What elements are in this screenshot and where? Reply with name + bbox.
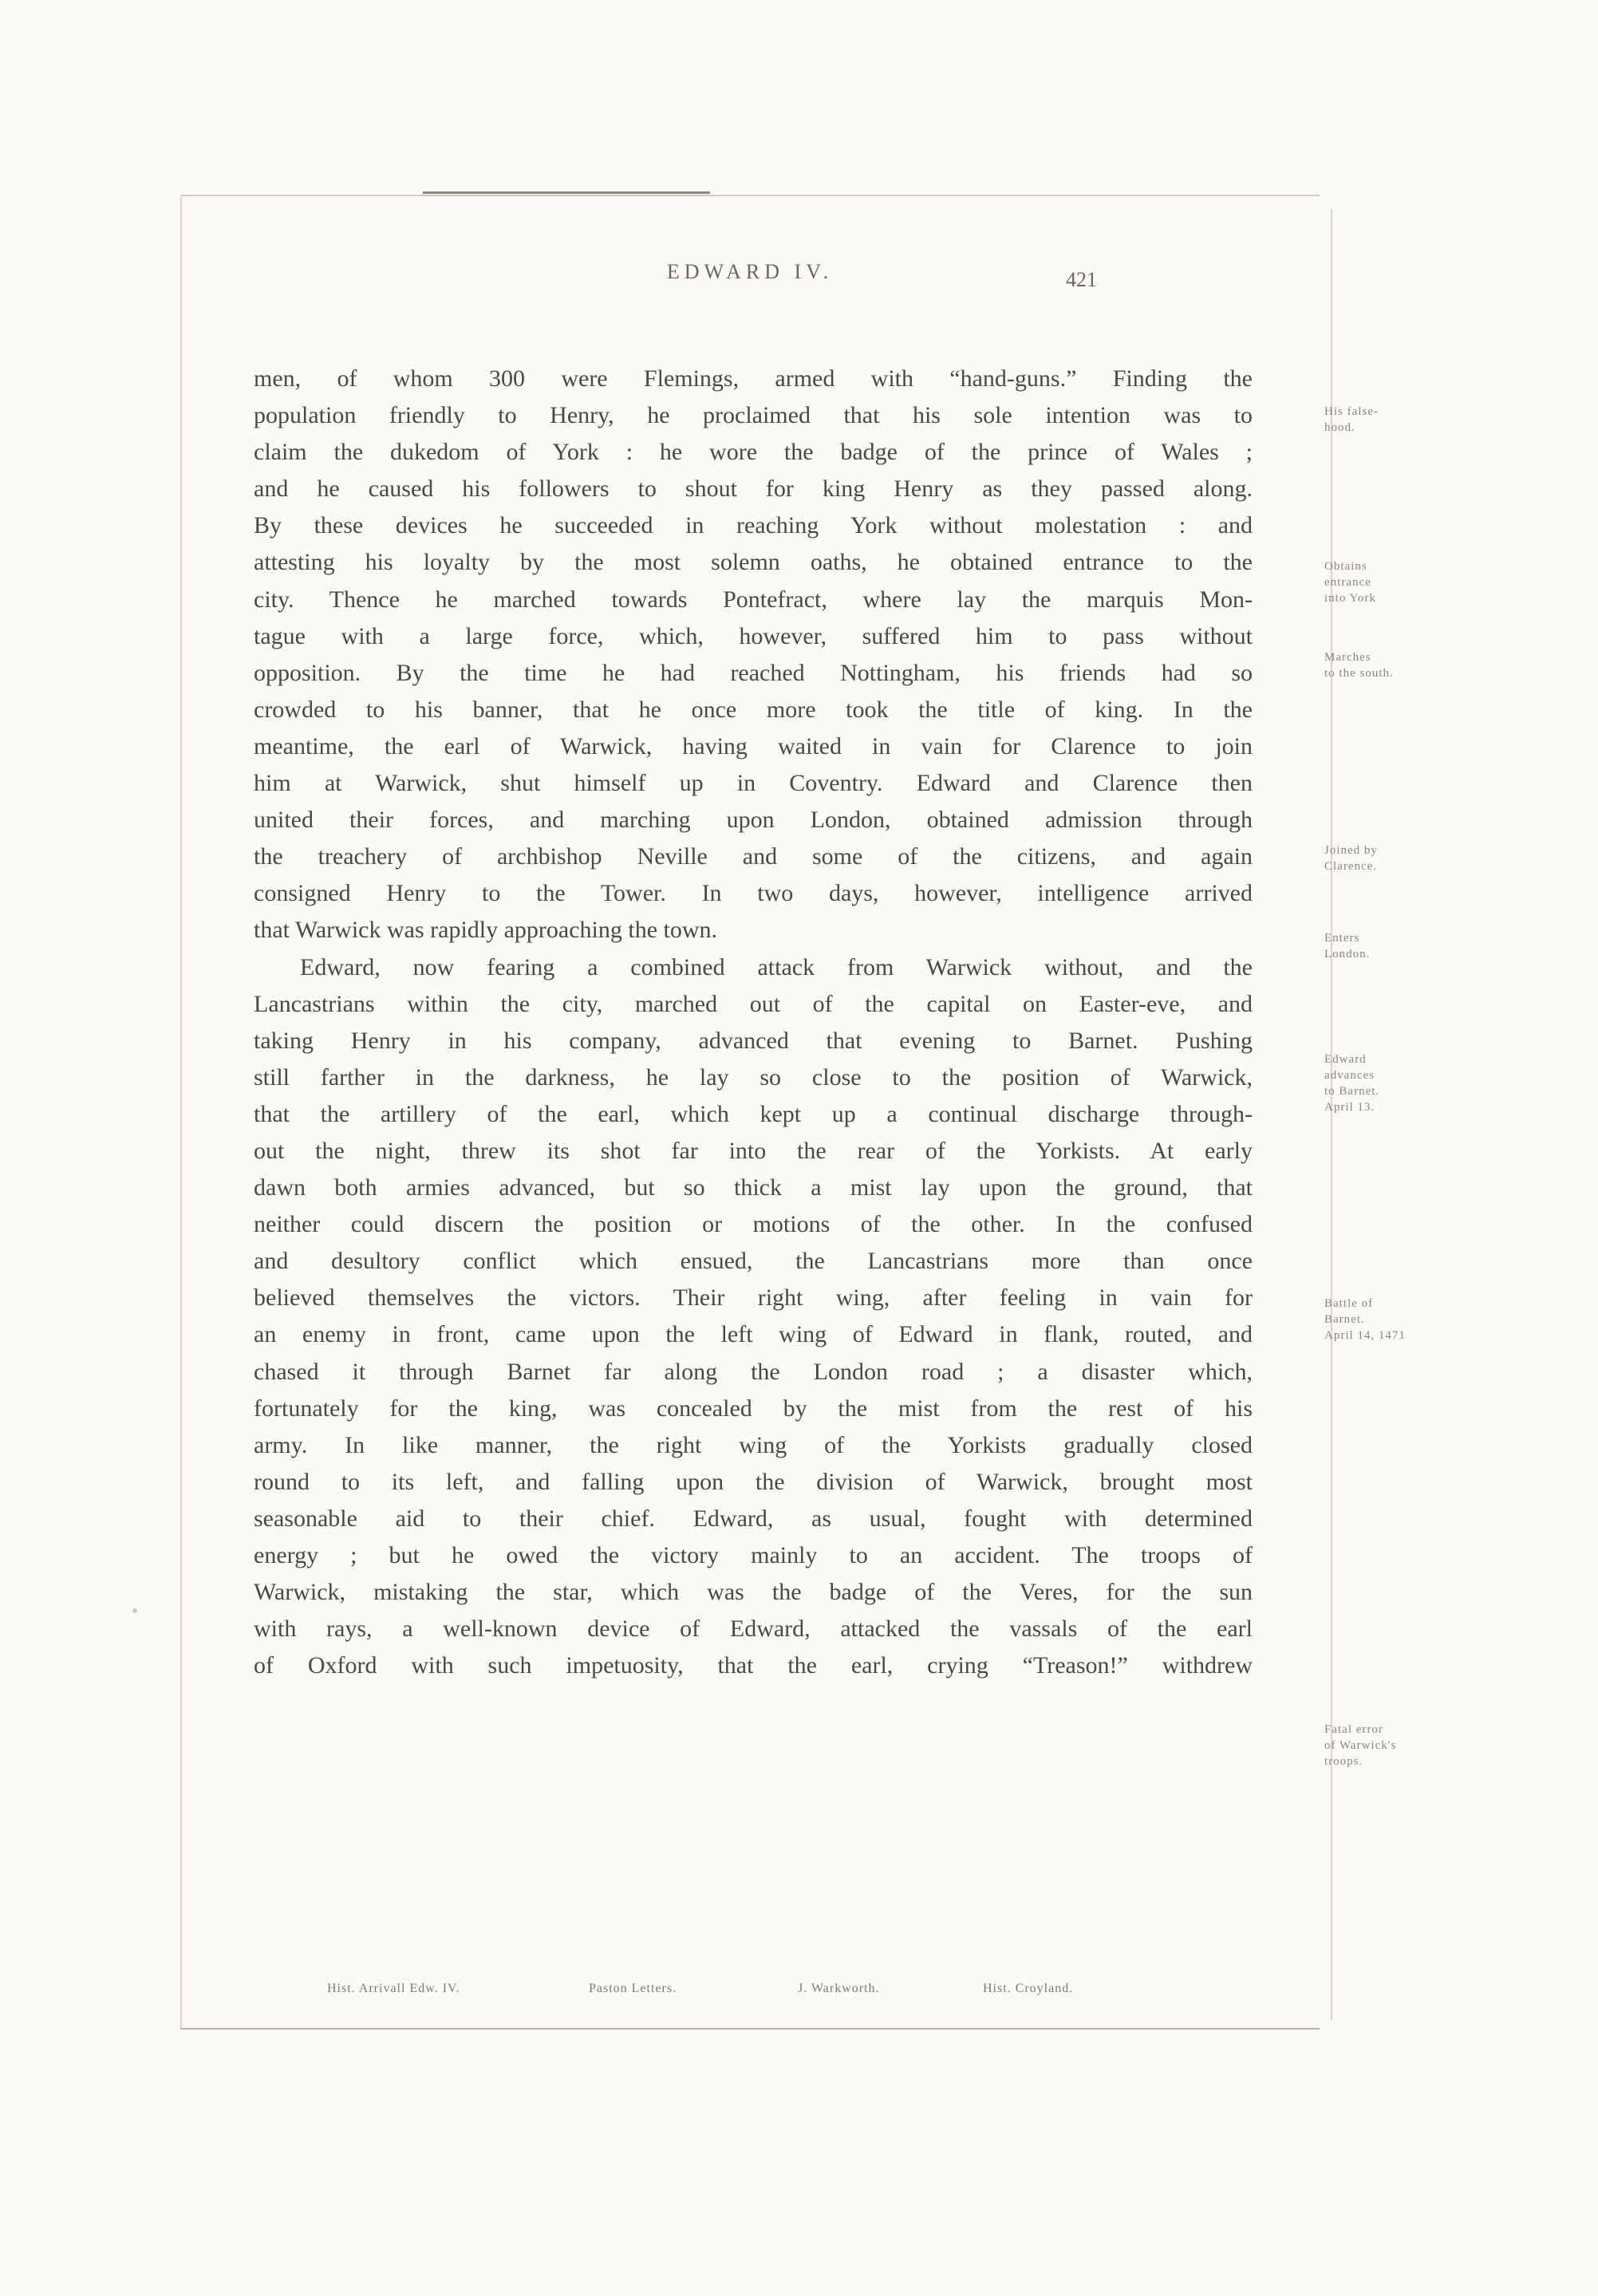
text-line: tague with a large force, which, however, suffered him to pass without xyxy=(254,622,1253,649)
text-line: crowded to his banner, that he once more took the title of king. In the xyxy=(254,696,1253,723)
margin-note-line: April 14, 1471 xyxy=(1324,1329,1406,1342)
text-line: chased it through Barnet far along the London road ; a disaster which, xyxy=(254,1358,1253,1385)
margin-note-fatal-error xyxy=(1324,1722,1420,1769)
text-line: and he caused his followers to shout for king Henry as they passed along. xyxy=(254,475,1253,503)
text-line: and desultory conflict which ensued, the Lancastrians more than once xyxy=(254,1248,1253,1275)
margin-note-line: Joined by xyxy=(1324,844,1378,857)
margin-note-line: entrance xyxy=(1324,576,1371,589)
text-line: with rays, a well-known device of Edward, attacked the vassals of the earl xyxy=(254,1615,1253,1643)
text-line: the treachery of archbishop Neville and some of the citizens, and again xyxy=(254,843,1253,870)
text-line: meantime, the earl of Warwick, having waited in vain for Clarence to join xyxy=(254,732,1253,759)
margin-note-line: Fatal error xyxy=(1324,1723,1383,1736)
page-frame-bottom-rule xyxy=(180,2028,1320,2030)
margin-note-battle-of-barnet xyxy=(1324,1296,1420,1343)
text-line: round to its left, and falling upon the division of Warwick, brought most xyxy=(254,1468,1253,1495)
page-frame-top-rule xyxy=(180,195,1320,196)
text-line: that the artillery of the earl, which kept up a continual discharge through- xyxy=(254,1100,1253,1127)
text-line: Warwick, mistaking the star, which was the badge of the Veres, for the sun xyxy=(254,1579,1253,1606)
text-line: him at Warwick, shut himself up in Coventry. Edward and Clarence then xyxy=(254,770,1253,797)
margin-note-line: hood. xyxy=(1324,421,1355,434)
text-line: dawn both armies advanced, but so thick a mist lay upon the ground, that xyxy=(254,1174,1253,1201)
margin-note-edward-advances xyxy=(1324,1051,1420,1115)
margin-note-line: into York xyxy=(1324,592,1376,605)
text-line: still farther in the darkness, he lay so close to the position of Warwick, xyxy=(254,1063,1253,1091)
text-line: believed themselves the victors. Their right wing, after feeling in vain for xyxy=(254,1284,1253,1312)
body-text xyxy=(254,361,1253,1684)
text-line: men, of whom 300 were Flemings, armed with “hand-guns.” Finding the xyxy=(254,365,1253,392)
margin-note-line: His false- xyxy=(1324,405,1379,418)
text-line: neither could discern the position or motions of the other. In the confused xyxy=(254,1211,1253,1238)
text-line: united their forces, and marching upon London, obtained admission through xyxy=(254,807,1253,834)
margin-note-line: to Barnet. xyxy=(1324,1085,1380,1098)
running-head: EDWARD IV. xyxy=(666,260,834,283)
text-line: consigned Henry to the Tower. In two days, however, intelligence arrived xyxy=(254,880,1253,907)
margin-note-obtains-entrance xyxy=(1324,558,1420,606)
text-line: opposition. By the time he had reached Nottingham, his friends had so xyxy=(254,659,1253,686)
margin-note-line: Marches xyxy=(1324,651,1371,664)
margin-note-line: April 13. xyxy=(1324,1101,1375,1114)
text-line: out the night, threw its shot far into the rear of the Yorkists. At early xyxy=(254,1137,1253,1164)
margin-note-line: advances xyxy=(1324,1069,1375,1082)
paragraph-first-line: Edward, now fearing a combined attack from Warwick without, and the xyxy=(300,953,1253,980)
margin-note-line: Clarence. xyxy=(1324,860,1378,873)
margin-note-marches-south xyxy=(1324,649,1420,681)
margin-note-line: troops. xyxy=(1324,1755,1363,1768)
margin-note-line: Enters xyxy=(1324,932,1360,945)
text-line: army. In like manner, the right wing of the Yorkists gradually closed xyxy=(254,1431,1253,1458)
margin-note-line: Battle of xyxy=(1324,1297,1374,1310)
margin-note-line: to the south. xyxy=(1324,667,1394,680)
text-line: population friendly to Henry, he proclaimed that his sole intention was to xyxy=(254,402,1253,429)
text-line: of Oxford with such impetuosity, that the earl, crying “Treason!” withdrew xyxy=(254,1652,1253,1679)
paragraph-last-line: that Warwick was rapidly approaching the town. xyxy=(254,917,718,944)
footer-reference: Hist. Croyland. xyxy=(983,1982,1074,1995)
text-line: energy ; but he owed the victory mainly to an accident. The troops of xyxy=(254,1542,1253,1568)
text-line: city. Thence he marched towards Pontefract, where lay the marquis Mon- xyxy=(254,586,1253,613)
footer-reference: Paston Letters. xyxy=(589,1982,677,1995)
ink-speck xyxy=(132,1608,137,1613)
page-frame-top-accent xyxy=(423,191,710,194)
footer-reference: Hist. Arrivall Edw. IV. xyxy=(327,1982,460,1995)
page-frame-left-rule xyxy=(180,195,182,2030)
margin-note-line: Barnet. xyxy=(1324,1313,1365,1326)
page-header xyxy=(180,260,1320,292)
text-line: fortunately for the king, was concealed by the mist from the rest of his xyxy=(254,1395,1253,1422)
text-line: claim the dukedom of York : he wore the badge of the prince of Wales ; xyxy=(254,439,1253,466)
margin-note-line: London. xyxy=(1324,948,1371,961)
text-line: seasonable aid to their chief. Edward, as usual, fought with determined xyxy=(254,1505,1253,1532)
footer-reference: J. Warkworth. xyxy=(798,1982,880,1995)
page-number: 421 xyxy=(1066,268,1097,291)
margin-note-enters-london xyxy=(1324,930,1420,962)
margin-note-false-hood xyxy=(1324,404,1420,436)
text-line: Lancastrians within the city, marched out of the capital on Easter-eve, and xyxy=(254,990,1253,1017)
text-line: an enemy in front, came upon the left wing of Edward in flank, routed, and xyxy=(254,1321,1253,1348)
margin-note-joined-clarence xyxy=(1324,842,1420,874)
margin-note-line: Edward xyxy=(1324,1053,1367,1066)
text-line: By these devices he succeeded in reaching York without molestation : and xyxy=(254,512,1253,539)
margin-note-line: Obtains xyxy=(1324,560,1367,573)
text-line: taking Henry in his company, advanced that evening to Barnet. Pushing xyxy=(254,1027,1253,1054)
margin-note-line: of Warwick's xyxy=(1324,1739,1397,1752)
text-line: attesting his loyalty by the most solemn oaths, he obtained entrance to the xyxy=(254,549,1253,576)
